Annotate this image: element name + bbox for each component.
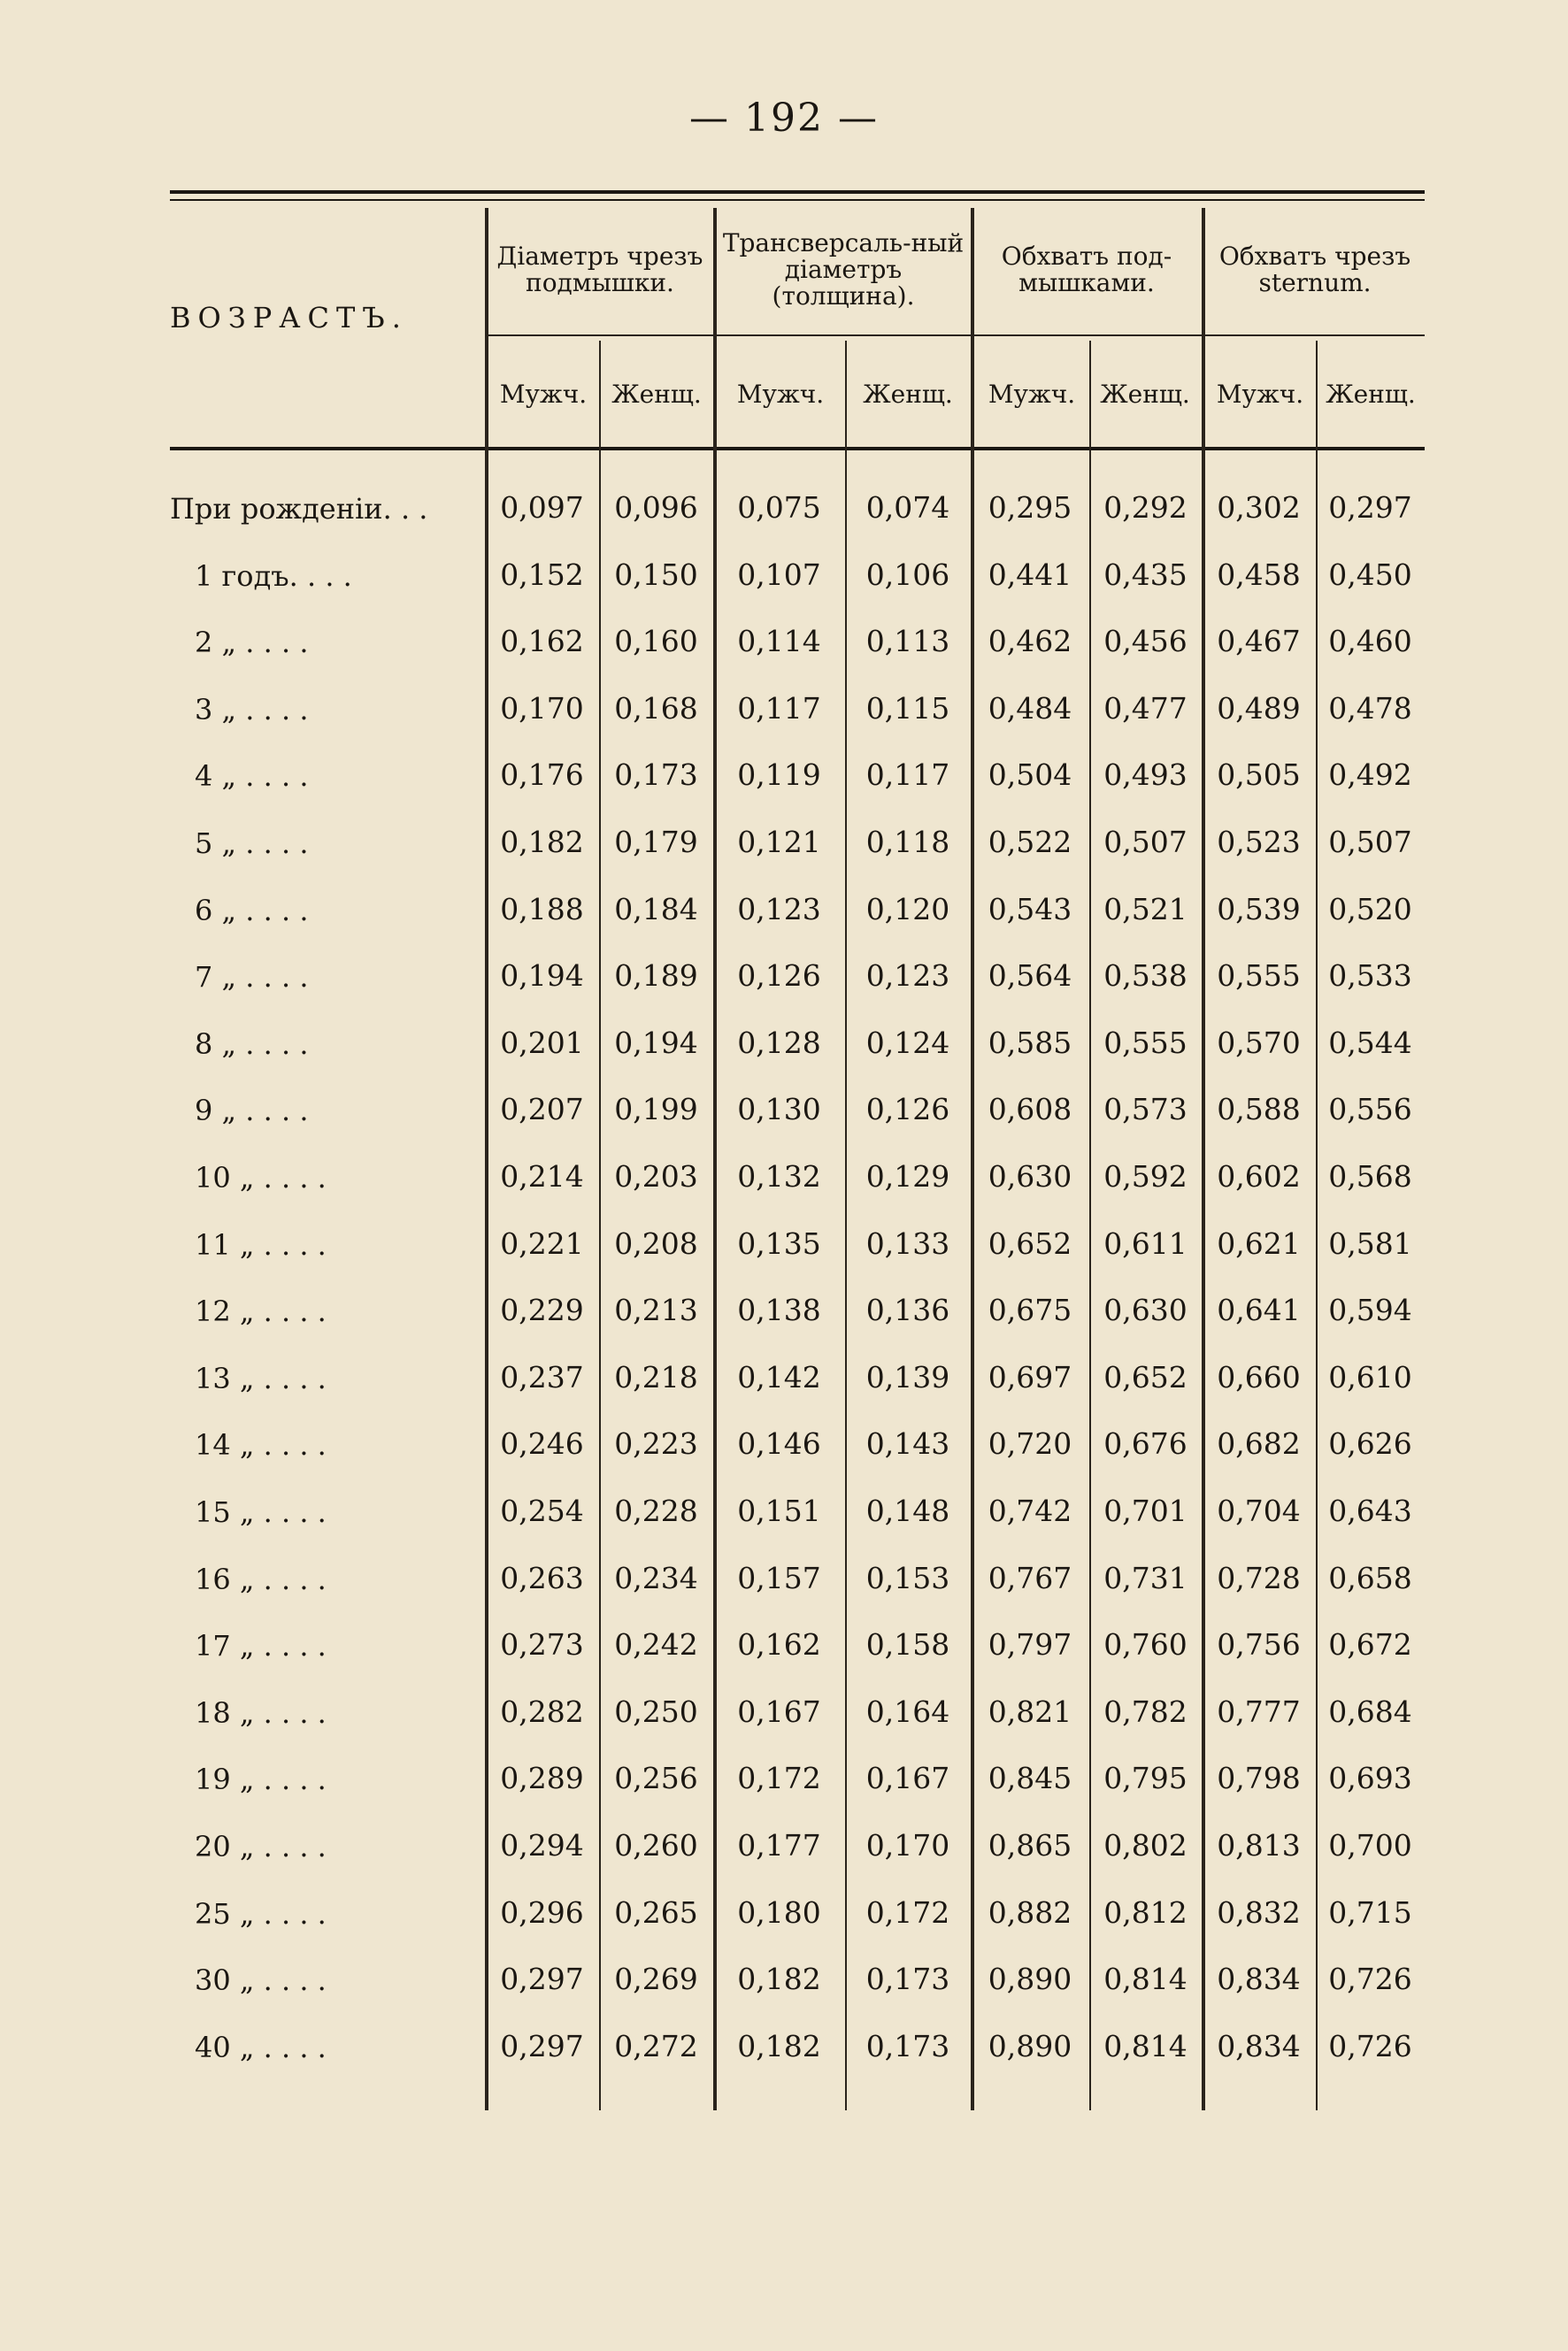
age-label: 19 „ . . . . — [195, 1763, 327, 1797]
table-row — [0, 1416, 1568, 1482]
age-label: 17 „ . . . . — [195, 1629, 327, 1663]
table-cell: 0,302 — [1217, 490, 1301, 525]
table-cell: 0,630 — [1103, 1293, 1188, 1328]
table-cell: 0,814 — [1103, 2028, 1188, 2063]
table-cell: 0,097 — [500, 490, 584, 525]
table-cell: 0,133 — [865, 1225, 950, 1261]
table-cell: 0,203 — [614, 1159, 698, 1194]
table-cell: 0,123 — [865, 958, 950, 994]
table-cell: 0,173 — [865, 2028, 950, 2063]
table-cell: 0,297 — [500, 2028, 584, 2063]
table-cell: 0,207 — [500, 1092, 584, 1127]
subheader-female: Женщ. — [611, 379, 702, 409]
table-cell: 0,489 — [1217, 690, 1301, 726]
table-cell: 0,544 — [1328, 1025, 1412, 1060]
table-cell: 0,588 — [1217, 1092, 1301, 1127]
table-cell: 0,865 — [988, 1828, 1072, 1863]
table-row — [0, 680, 1568, 747]
table-cell: 0,246 — [500, 1426, 584, 1462]
table-cell: 0,201 — [500, 1025, 584, 1060]
table-cell: 0,273 — [500, 1627, 584, 1663]
table-cell: 0,585 — [988, 1025, 1072, 1060]
table-cell: 0,630 — [988, 1159, 1072, 1194]
table-top-rule-thin — [170, 199, 1425, 201]
table-cell: 0,168 — [614, 690, 698, 726]
group-header-transverse-diameter: Трансверсаль-ный діаметръ (толщина). — [722, 228, 965, 311]
table-cell: 0,767 — [988, 1560, 1072, 1595]
table-cell: 0,523 — [1217, 825, 1301, 859]
table-cell: 0,564 — [988, 958, 1072, 994]
subheader-male: Мужч. — [988, 379, 1076, 409]
table-cell: 0,441 — [988, 557, 1072, 592]
age-label: 4 „ . . . . — [195, 759, 309, 794]
table-cell: 0,194 — [614, 1025, 698, 1060]
subheader-female: Женщ. — [863, 379, 953, 409]
table-cell: 0,641 — [1217, 1293, 1301, 1328]
table-cell: 0,182 — [737, 2028, 821, 2063]
table-row — [0, 1282, 1568, 1348]
table-cell: 0,136 — [865, 1293, 950, 1328]
table-cell: 0,760 — [1103, 1627, 1188, 1663]
subheader-female: Женщ. — [1100, 379, 1190, 409]
table-cell: 0,237 — [500, 1359, 584, 1394]
table-cell: 0,555 — [1217, 958, 1301, 994]
table-cell: 0,450 — [1328, 557, 1412, 592]
age-label: 18 „ . . . . — [195, 1695, 327, 1730]
table-cell: 0,172 — [737, 1761, 821, 1796]
table-cell: 0,533 — [1328, 958, 1412, 994]
table-cell: 0,812 — [1103, 1894, 1188, 1930]
table-cell: 0,164 — [865, 1694, 950, 1729]
table-cell: 0,543 — [988, 891, 1072, 926]
table-cell: 0,148 — [865, 1494, 950, 1528]
table-cell: 0,573 — [1103, 1092, 1188, 1127]
table-cell: 0,460 — [1328, 624, 1412, 659]
table-cell: 0,697 — [988, 1359, 1072, 1394]
table-cell: 0,208 — [614, 1225, 698, 1261]
age-label: 2 „ . . . . — [195, 626, 309, 660]
table-cell: 0,119 — [737, 757, 821, 793]
table-cell: 0,726 — [1328, 2028, 1412, 2063]
table-row — [0, 613, 1568, 680]
table-row — [0, 814, 1568, 880]
table-cell: 0,658 — [1328, 1560, 1412, 1595]
table-cell: 0,890 — [988, 1962, 1072, 1997]
subheader-male: Мужч. — [499, 379, 588, 409]
table-cell: 0,297 — [500, 1962, 584, 1997]
table-cell: 0,700 — [1328, 1828, 1412, 1863]
table-cell: 0,693 — [1328, 1761, 1412, 1796]
table-cell: 0,611 — [1103, 1225, 1188, 1261]
table-cell: 0,107 — [737, 557, 821, 592]
age-label: 14 „ . . . . — [195, 1428, 327, 1463]
table-cell: 0,096 — [614, 490, 698, 525]
table-cell: 0,150 — [614, 557, 698, 592]
table-cell: 0,813 — [1217, 1828, 1301, 1863]
table-cell: 0,250 — [614, 1694, 698, 1729]
group-divider — [488, 334, 1425, 336]
table-cell: 0,742 — [988, 1494, 1072, 1528]
table-row — [0, 1149, 1568, 1215]
table-row — [0, 1015, 1568, 1081]
table-cell: 0,139 — [865, 1359, 950, 1394]
table-cell: 0,592 — [1103, 1159, 1188, 1194]
table-cell: 0,126 — [737, 958, 821, 994]
table-cell: 0,151 — [737, 1494, 821, 1528]
age-label: 15 „ . . . . — [195, 1495, 327, 1529]
table-cell: 0,652 — [988, 1225, 1072, 1261]
subheader-male: Мужч. — [1216, 379, 1304, 409]
table-cell: 0,138 — [737, 1293, 821, 1328]
table-cell: 0,214 — [500, 1159, 584, 1194]
header-bottom-rule — [170, 447, 1425, 450]
table-cell: 0,621 — [1217, 1225, 1301, 1261]
table-row — [0, 547, 1568, 613]
table-cell: 0,882 — [988, 1894, 1072, 1930]
table-cell: 0,272 — [614, 2028, 698, 2063]
age-label: 6 „ . . . . — [195, 893, 309, 927]
table-cell: 0,660 — [1217, 1359, 1301, 1394]
table-cell: 0,802 — [1103, 1828, 1188, 1863]
table-cell: 0,234 — [614, 1560, 698, 1595]
age-label: 8 „ . . . . — [195, 1026, 309, 1061]
age-label: 1 годъ. . . . — [195, 558, 352, 593]
table-cell: 0,124 — [865, 1025, 950, 1060]
table-cell: 0,652 — [1103, 1359, 1188, 1394]
subheader-female: Женщ. — [1326, 379, 1416, 409]
table-cell: 0,538 — [1103, 958, 1188, 994]
age-label: 7 „ . . . . — [195, 960, 309, 995]
table-row — [0, 948, 1568, 1014]
table-cell: 0,115 — [865, 690, 950, 726]
table-cell: 0,834 — [1217, 2028, 1301, 2063]
table-cell: 0,294 — [500, 1828, 584, 1863]
age-label: 11 „ . . . . — [195, 1227, 327, 1262]
table-cell: 0,189 — [614, 958, 698, 994]
table-cell: 0,728 — [1217, 1560, 1301, 1595]
table-cell: 0,504 — [988, 757, 1072, 793]
table-cell: 0,834 — [1217, 1962, 1301, 1997]
table-cell: 0,114 — [737, 624, 821, 659]
table-cell: 0,726 — [1328, 1962, 1412, 1997]
table-cell: 0,682 — [1217, 1426, 1301, 1462]
table-cell: 0,142 — [737, 1359, 821, 1394]
table-cell: 0,608 — [988, 1092, 1072, 1127]
table-cell: 0,160 — [614, 624, 698, 659]
table-row — [0, 1817, 1568, 1884]
table-row — [0, 1349, 1568, 1416]
table-cell: 0,223 — [614, 1426, 698, 1462]
table-cell: 0,157 — [737, 1560, 821, 1595]
table-cell: 0,675 — [988, 1293, 1072, 1328]
table-cell: 0,555 — [1103, 1025, 1188, 1060]
table-cell: 0,756 — [1217, 1627, 1301, 1663]
age-label: 16 „ . . . . — [195, 1562, 327, 1596]
table-cell: 0,172 — [865, 1894, 950, 1930]
age-label: При рожденіи. . . — [170, 492, 428, 526]
table-cell: 0,254 — [500, 1494, 584, 1528]
table-cell: 0,890 — [988, 2028, 1072, 2063]
table-cell: 0,113 — [865, 624, 950, 659]
table-cell: 0,129 — [865, 1159, 950, 1194]
group-header-axillary-girth: Обхватъ под-мышками. — [1001, 242, 1172, 297]
table-cell: 0,228 — [614, 1494, 698, 1528]
table-cell: 0,126 — [865, 1092, 950, 1127]
table-cell: 0,731 — [1103, 1560, 1188, 1595]
age-label: 10 „ . . . . — [195, 1161, 327, 1195]
table-cell: 0,610 — [1328, 1359, 1412, 1394]
table-cell: 0,162 — [500, 624, 584, 659]
table-cell: 0,170 — [865, 1828, 950, 1863]
age-label: 5 „ . . . . — [195, 826, 309, 860]
table-cell: 0,260 — [614, 1828, 698, 1863]
age-label: 40 „ . . . . — [195, 2030, 327, 2064]
table-cell: 0,117 — [737, 690, 821, 726]
table-cell: 0,435 — [1103, 557, 1188, 592]
table-cell: 0,153 — [865, 1560, 950, 1595]
table-cell: 0,845 — [988, 1761, 1072, 1796]
table-cell: 0,188 — [500, 891, 584, 926]
table-cell: 0,478 — [1328, 690, 1412, 726]
table-cell: 0,507 — [1103, 825, 1188, 859]
table-cell: 0,456 — [1103, 624, 1188, 659]
table-cell: 0,221 — [500, 1225, 584, 1261]
table-cell: 0,521 — [1103, 891, 1188, 926]
table-cell: 0,132 — [737, 1159, 821, 1194]
age-label: 9 „ . . . . — [195, 1094, 309, 1128]
table-cell: 0,120 — [865, 891, 950, 926]
table-cell: 0,581 — [1328, 1225, 1412, 1261]
table-cell: 0,242 — [614, 1627, 698, 1663]
table-cell: 0,715 — [1328, 1894, 1412, 1930]
table-row — [0, 1617, 1568, 1683]
age-label: 30 „ . . . . — [195, 1963, 327, 1998]
table-cell: 0,720 — [988, 1426, 1072, 1462]
table-cell: 0,539 — [1217, 891, 1301, 926]
age-label: 3 „ . . . . — [195, 692, 309, 726]
table-cell: 0,676 — [1103, 1426, 1188, 1462]
table-cell: 0,684 — [1328, 1694, 1412, 1729]
table-cell: 0,556 — [1328, 1092, 1412, 1127]
table-cell: 0,173 — [865, 1962, 950, 1997]
page-number: — 192 — — [689, 96, 879, 141]
table-cell: 0,130 — [737, 1092, 821, 1127]
table-cell: 0,484 — [988, 690, 1072, 726]
table-top-rule — [170, 190, 1425, 194]
age-label: 25 „ . . . . — [195, 1896, 327, 1931]
table-cell: 0,143 — [865, 1426, 950, 1462]
table-cell: 0,256 — [614, 1761, 698, 1796]
table-cell: 0,570 — [1217, 1025, 1301, 1060]
table-cell: 0,814 — [1103, 1962, 1188, 1997]
table-cell: 0,568 — [1328, 1159, 1412, 1194]
age-label: 13 „ . . . . — [195, 1361, 327, 1395]
table-cell: 0,458 — [1217, 557, 1301, 592]
table-cell: 0,173 — [614, 757, 698, 793]
table-cell: 0,121 — [737, 825, 821, 859]
table-cell: 0,643 — [1328, 1494, 1412, 1528]
table-row — [0, 480, 1568, 546]
table-cell: 0,263 — [500, 1560, 584, 1595]
table-cell: 0,672 — [1328, 1627, 1412, 1663]
table-cell: 0,218 — [614, 1359, 698, 1394]
table-cell: 0,176 — [500, 757, 584, 793]
table-cell: 0,821 — [988, 1694, 1072, 1729]
table-cell: 0,295 — [988, 490, 1072, 525]
table-row — [0, 1081, 1568, 1148]
table-cell: 0,074 — [865, 490, 950, 525]
subheader-male: Мужч. — [736, 379, 825, 409]
table-cell: 0,158 — [865, 1627, 950, 1663]
table-row — [0, 1216, 1568, 1282]
table-cell: 0,118 — [865, 825, 950, 859]
group-header-axillary-diameter: Діаметръ чрезъ подмышки. — [496, 242, 703, 297]
table-cell: 0,522 — [988, 825, 1072, 859]
table-cell: 0,289 — [500, 1761, 584, 1796]
table-cell: 0,184 — [614, 891, 698, 926]
table-cell: 0,170 — [500, 690, 584, 726]
table-cell: 0,135 — [737, 1225, 821, 1261]
table-cell: 0,594 — [1328, 1293, 1412, 1328]
table-cell: 0,782 — [1103, 1694, 1188, 1729]
table-cell: 0,297 — [1328, 490, 1412, 525]
table-cell: 0,507 — [1328, 825, 1412, 859]
table-cell: 0,177 — [737, 1828, 821, 1863]
age-column-header: ВОЗРАСТЪ. — [170, 301, 408, 334]
table-cell: 0,182 — [737, 1962, 821, 1997]
table-cell: 0,282 — [500, 1694, 584, 1729]
table-cell: 0,075 — [737, 490, 821, 525]
table-cell: 0,477 — [1103, 690, 1188, 726]
table-row — [0, 881, 1568, 948]
table-cell: 0,123 — [737, 891, 821, 926]
table-cell: 0,493 — [1103, 757, 1188, 793]
table-cell: 0,167 — [865, 1761, 950, 1796]
table-cell: 0,152 — [500, 557, 584, 592]
table-cell: 0,117 — [865, 757, 950, 793]
table-cell: 0,296 — [500, 1894, 584, 1930]
table-cell: 0,798 — [1217, 1761, 1301, 1796]
table-row — [0, 1550, 1568, 1617]
table-row — [0, 1750, 1568, 1817]
table-cell: 0,106 — [865, 557, 950, 592]
table-row — [0, 2018, 1568, 2085]
age-label: 20 „ . . . . — [195, 1830, 327, 1863]
table-cell: 0,179 — [614, 825, 698, 859]
table-cell: 0,462 — [988, 624, 1072, 659]
table-cell: 0,128 — [737, 1025, 821, 1060]
table-row — [0, 1684, 1568, 1750]
table-cell: 0,162 — [737, 1627, 821, 1663]
table-cell: 0,180 — [737, 1894, 821, 1930]
table-cell: 0,265 — [614, 1894, 698, 1930]
table-cell: 0,229 — [500, 1293, 584, 1328]
table-cell: 0,602 — [1217, 1159, 1301, 1194]
table-cell: 0,832 — [1217, 1894, 1301, 1930]
table-cell: 0,704 — [1217, 1494, 1301, 1528]
table-cell: 0,199 — [614, 1092, 698, 1127]
table-cell: 0,292 — [1103, 490, 1188, 525]
table-cell: 0,194 — [500, 958, 584, 994]
table-cell: 0,797 — [988, 1627, 1072, 1663]
table-cell: 0,505 — [1217, 757, 1301, 793]
table-cell: 0,795 — [1103, 1761, 1188, 1796]
table-cell: 0,777 — [1217, 1694, 1301, 1729]
table-cell: 0,182 — [500, 825, 584, 859]
table-cell: 0,146 — [737, 1426, 821, 1462]
table-cell: 0,269 — [614, 1962, 698, 1997]
table-cell: 0,167 — [737, 1694, 821, 1729]
table-row — [0, 1483, 1568, 1549]
table-cell: 0,626 — [1328, 1426, 1412, 1462]
table-row — [0, 1951, 1568, 2017]
age-label: 12 „ . . . . — [195, 1295, 327, 1329]
table-cell: 0,467 — [1217, 624, 1301, 659]
table-row — [0, 747, 1568, 813]
table-row — [0, 1885, 1568, 1951]
table-cell: 0,520 — [1328, 891, 1412, 926]
group-header-sternum-girth: Обхватъ чрезъ sternum. — [1218, 242, 1411, 297]
table-cell: 0,701 — [1103, 1494, 1188, 1528]
table-cell: 0,213 — [614, 1293, 698, 1328]
table-cell: 0,492 — [1328, 757, 1412, 793]
